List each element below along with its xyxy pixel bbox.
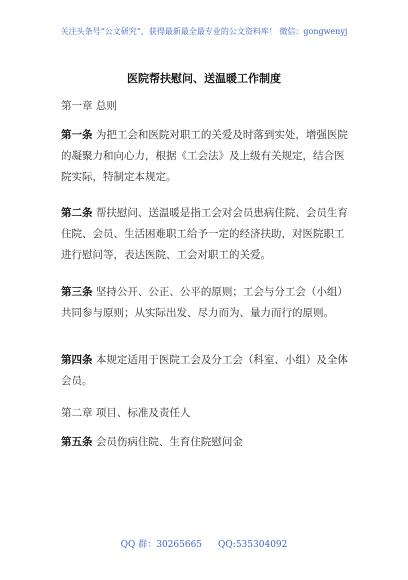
- article-5-lead: 第五条: [61, 436, 93, 448]
- article-5-text: 会员伤病住院、生育住院慰问金: [92, 436, 243, 448]
- chapter-2-block: [61, 403, 351, 424]
- document-body: [61, 96, 351, 117]
- chapter-heading-1: 第一章 总则: [61, 100, 117, 112]
- article-3-text: 坚持公开、公正、公平的原则；工会与分工会（小组）共同参与原则；从实际出发、尽力而为、量力而行的原则。: [61, 286, 348, 319]
- footer-contact: [0, 537, 408, 550]
- article-4-lead: 第四条: [61, 354, 93, 366]
- article-1-lead: 第一条: [61, 129, 93, 141]
- article-3: [61, 282, 351, 324]
- article-5: [61, 432, 351, 453]
- article-4: [61, 350, 351, 392]
- article-1: [61, 125, 351, 188]
- chapter-heading-2: 第二章 项目、标准及责任人: [61, 407, 191, 419]
- footer-qq-group: QQ 群：30265665: [120, 540, 203, 550]
- document-title: 医院帮扶慰问、送温暖工作制度: [127, 72, 281, 85]
- article-4-text: 本规定适用于医院工会及分工会（科室、小组）及全体会员。: [61, 354, 348, 387]
- article-2: [61, 203, 351, 266]
- article-2-text: 帮扶慰问、送温暖是指工会对会员患病住院、会员生育住院、会员、生活困难职工给予一定的经济扶助，对医院职工进行慰问等，表达医院、工会对职工的关爱。: [61, 207, 348, 261]
- article-1-text: 为把工会和医院对职工的关爱及时落到实处，增强医院的凝聚力和向心力，根据《工会法》及上级有关规定，结合医院实际，特制定本规定。: [61, 129, 348, 183]
- article-3-lead: 第三条: [61, 286, 93, 298]
- footer-qq-number: QQ:535304092: [218, 540, 288, 550]
- header-promo-note: 关注头条号“公文研究”，获得最新最全最专业的公文资料库！ 微信：gongwenyj: [60, 27, 348, 36]
- article-2-lead: 第二条: [61, 207, 93, 219]
